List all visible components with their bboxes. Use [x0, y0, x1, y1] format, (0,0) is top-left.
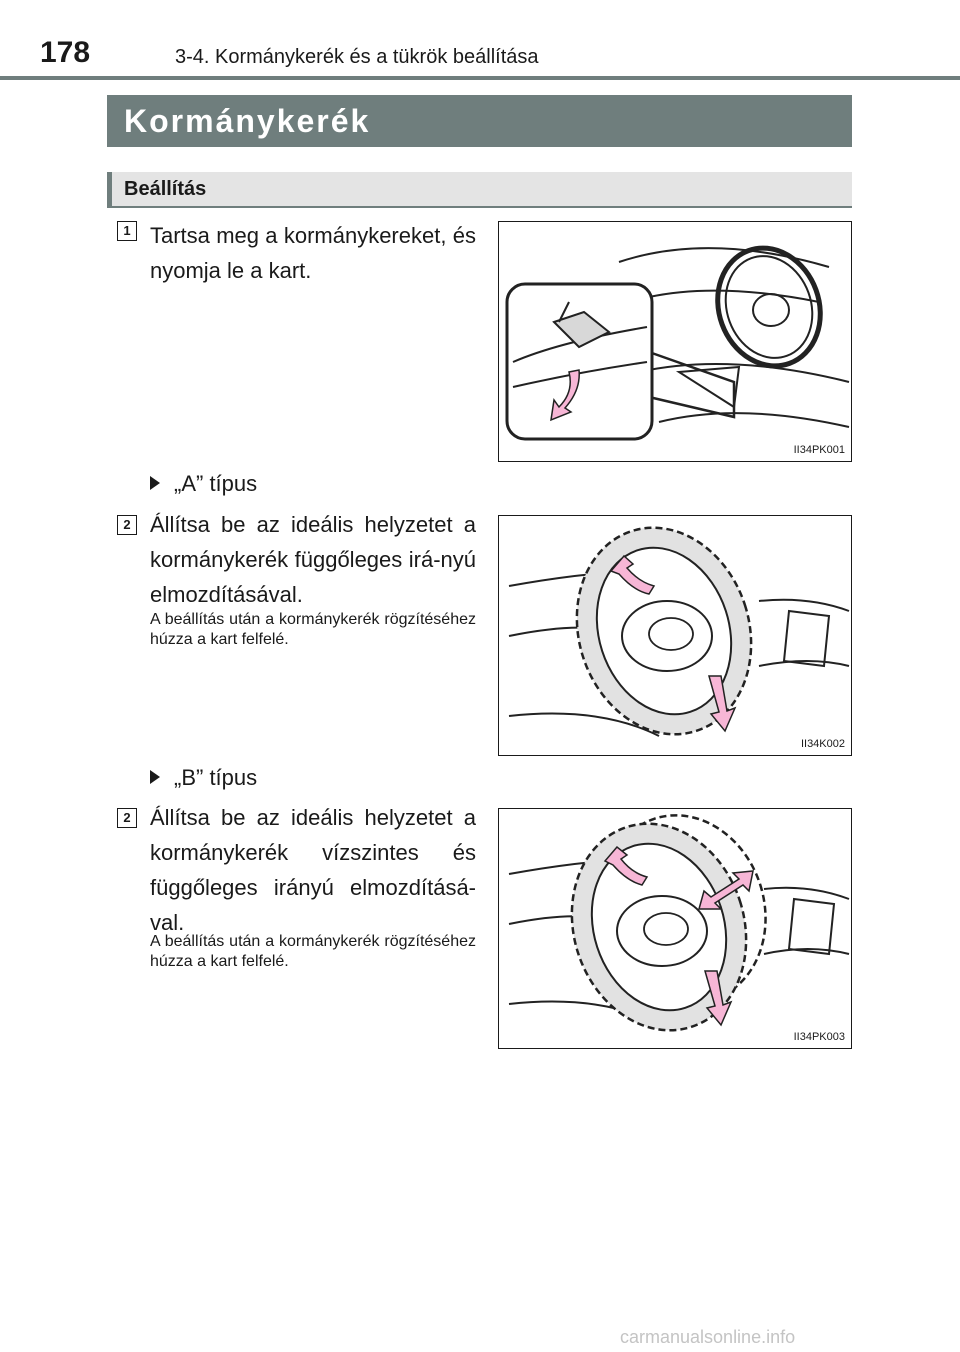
- step-number-badge: 2: [117, 515, 137, 535]
- variant-label-a: [150, 470, 257, 498]
- variant-text: „A” típus: [174, 471, 258, 496]
- step-note: A beállítás után a kormánykerék rögzítéséhez húzza a kart felfelé.: [150, 611, 476, 648]
- figure-vertical-adjustment: [498, 515, 852, 756]
- chapter-title: 3-4. Kormánykerék és a tükrök beállítása: [175, 46, 539, 68]
- variant-label-b: [150, 764, 257, 792]
- bullet-triangle-icon: [150, 770, 160, 784]
- watermark: carmanualsonline.info: [620, 1327, 796, 1347]
- page-number: 178: [40, 36, 91, 69]
- step-number-badge: 2: [117, 808, 137, 828]
- step-instruction: Állítsa be az ideális helyzetet a kormánykerék vízszintes és függőleges irányú elmozdításá-val.: [150, 805, 476, 935]
- section-title: Kormánykerék: [124, 103, 371, 139]
- figure-tilt-telescopic-adjustment: [498, 808, 852, 1049]
- subsection-title: Beállítás: [124, 178, 207, 200]
- bullet-triangle-icon: [150, 476, 160, 490]
- figure-code: II34K002: [800, 738, 845, 750]
- header-divider: [0, 76, 960, 80]
- figure-code: II34PK003: [793, 1031, 845, 1043]
- figure-steering-lever: [498, 221, 852, 462]
- vertical-adjustment-illustration: [499, 516, 852, 756]
- tilt-telescopic-illustration: [499, 809, 852, 1049]
- step-note: A beállítás után a kormánykerék rögzítéséhez húzza a kart felfelé.: [150, 933, 476, 970]
- step-instruction: Állítsa be az ideális helyzetet a kormánykerék függőleges irá-nyú elmozdításával.: [150, 512, 476, 607]
- step-instruction: Tartsa meg a kormánykereket, és nyomja le a kart.: [150, 223, 476, 283]
- subsection-accent: [107, 172, 112, 206]
- figure-code: II34PK001: [793, 444, 845, 456]
- step-number-badge: 1: [117, 221, 137, 241]
- subsection-divider: [107, 206, 852, 208]
- subsection-header: [107, 172, 852, 206]
- section-header: [107, 95, 852, 147]
- steering-lever-illustration: [499, 222, 852, 462]
- variant-text: „B” típus: [174, 765, 258, 790]
